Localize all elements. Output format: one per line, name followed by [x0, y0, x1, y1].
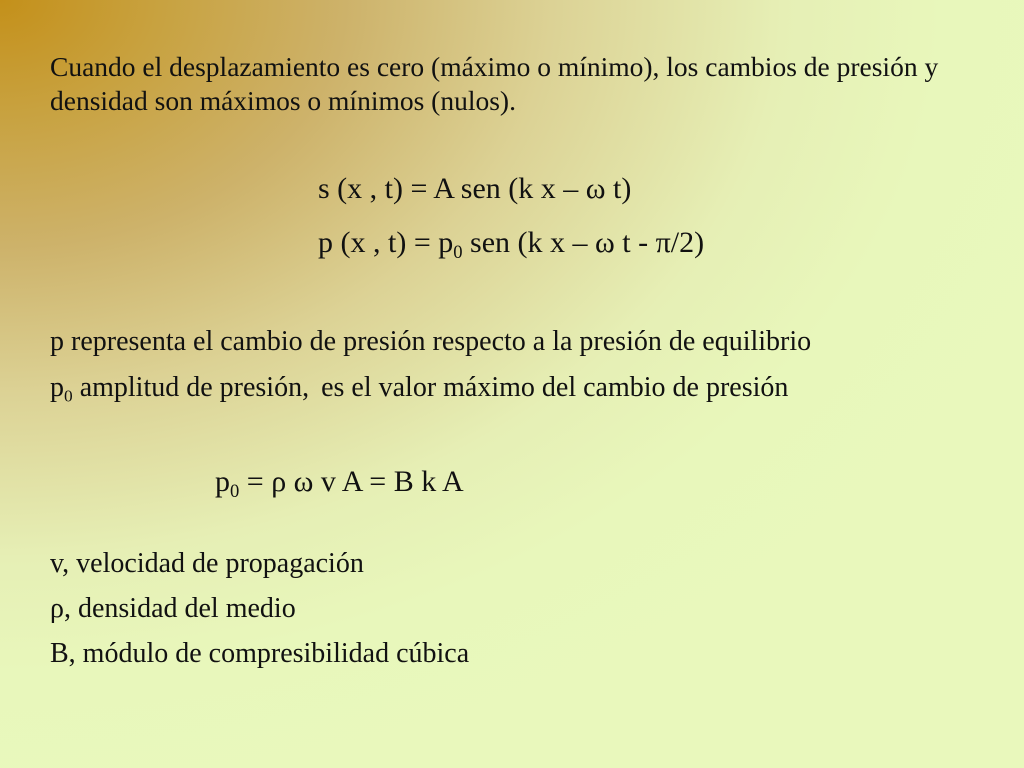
p0-eq-symbol: p [215, 465, 230, 498]
equation-pressure-right: sen (k x – ω t - π/2) [462, 226, 705, 259]
equation-pressure [318, 226, 705, 263]
p0-subscript: 0 [64, 386, 73, 406]
p0-symbol: p [50, 372, 64, 403]
p0-eq-subscript: 0 [230, 480, 240, 502]
p0-name: amplitud de presión, [72, 372, 310, 403]
legend-velocity: v, velocidad de propagación [50, 548, 364, 579]
equation-displacement: s (x , t) = A sen (k x – ω t) [318, 172, 632, 205]
p-definition: p representa el cambio de presión respecto a la presión de equilibrio [50, 326, 812, 357]
legend-density: ρ, densidad del medio [50, 593, 296, 624]
p0-description: es el valor máximo del cambio de presión [321, 372, 789, 403]
equation-pressure-amplitude [215, 465, 464, 502]
equation-pressure-subscript: 0 [453, 241, 463, 263]
p0-eq-rest: = ρ ω v A = B k A [239, 465, 464, 498]
intro-paragraph: Cuando el desplazamiento es cero (máximo o mínimo), los cambios de presión y densidad son máximos o mínimos (nulos). [50, 51, 939, 116]
legend-bulk-modulus: B, módulo de compresibilidad cúbica [50, 638, 470, 669]
equation-pressure-left: p (x , t) = p [318, 226, 454, 259]
p0-definition [50, 372, 788, 404]
